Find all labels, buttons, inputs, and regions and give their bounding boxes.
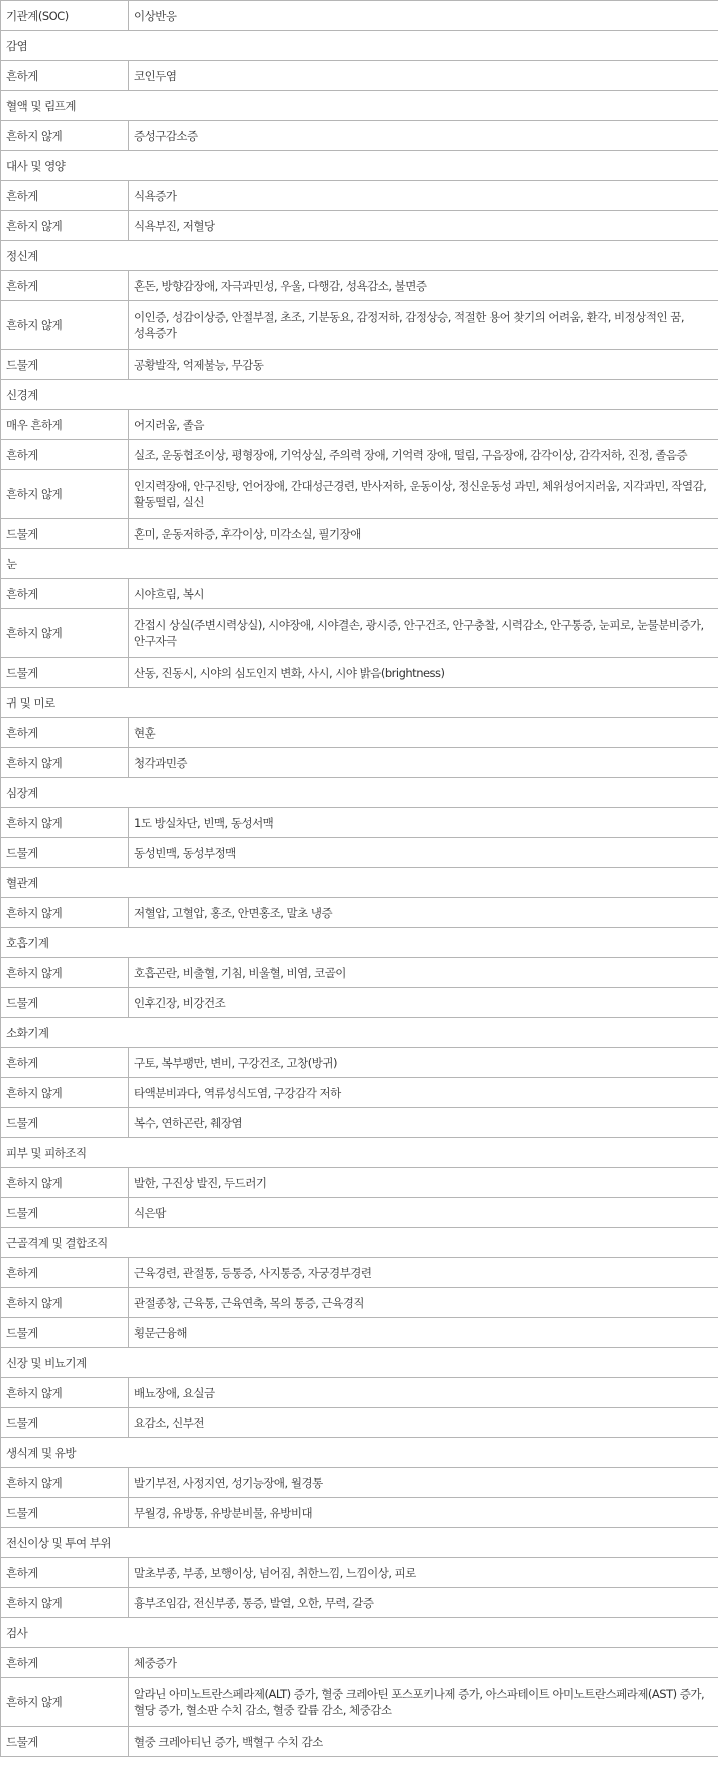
adverse-effects-cell: 체중증가 [129, 1648, 718, 1678]
table-row [1, 958, 718, 988]
table-row [1, 808, 718, 838]
adverse-effects-cell: 발한, 구진상 발진, 두드러기 [129, 1168, 718, 1198]
adverse-effects-cell: 배뇨장애, 요실금 [129, 1378, 718, 1408]
table-row [1, 1078, 718, 1108]
adverse-effects-cell: 말초부종, 부종, 보행이상, 넘어짐, 취한느낌, 느낌이상, 피로 [129, 1558, 718, 1588]
section-title: 감염 [1, 31, 718, 61]
adverse-effects-cell: 인후긴장, 비강건조 [129, 988, 718, 1018]
frequency-cell: 흔하게 [1, 1048, 129, 1078]
adverse-effects-cell: 횡문근융해 [129, 1318, 718, 1348]
table-row [1, 1198, 718, 1228]
adverse-effects-cell: 청각과민증 [129, 748, 718, 778]
adverse-effects-cell: 복수, 연하곤란, 췌장염 [129, 1108, 718, 1138]
frequency-cell: 흔하지 않게 [1, 748, 129, 778]
adverse-effects-cell: 요감소, 신부전 [129, 1408, 718, 1438]
table-row [1, 1498, 718, 1528]
table-row [1, 838, 718, 868]
table-row [1, 1048, 718, 1078]
frequency-cell: 드물게 [1, 1318, 129, 1348]
adverse-effects-cell: 근육경련, 관절통, 등통증, 사지통증, 자궁경부경련 [129, 1258, 718, 1288]
section-title: 전신이상 및 투여 부위 [1, 1528, 718, 1558]
section-title: 신장 및 비뇨기계 [1, 1348, 718, 1378]
section-row [1, 31, 718, 61]
table-row [1, 121, 718, 151]
section-title: 심장계 [1, 778, 718, 808]
table-row [1, 1678, 718, 1727]
frequency-cell: 흔하지 않게 [1, 1588, 129, 1618]
adverse-effects-cell: 코인두염 [129, 61, 718, 91]
section-row [1, 1618, 718, 1648]
section-row [1, 549, 718, 579]
section-row [1, 380, 718, 410]
adverse-effects-cell: 현훈 [129, 718, 718, 748]
frequency-cell: 드물게 [1, 350, 129, 380]
frequency-cell: 흔하지 않게 [1, 1168, 129, 1198]
section-row [1, 1228, 718, 1258]
table-row [1, 1378, 718, 1408]
table-row [1, 61, 718, 91]
table-row [1, 1258, 718, 1288]
adverse-effects-cell: 관절종창, 근육통, 근육연축, 목의 통증, 근육경직 [129, 1288, 718, 1318]
section-title: 혈관계 [1, 868, 718, 898]
frequency-cell: 흔하지 않게 [1, 1378, 129, 1408]
section-row [1, 241, 718, 271]
frequency-cell: 흔하게 [1, 1648, 129, 1678]
table-row [1, 1168, 718, 1198]
frequency-cell: 드물게 [1, 519, 129, 549]
section-title: 혈액 및 림프계 [1, 91, 718, 121]
table-row [1, 748, 718, 778]
table-row [1, 609, 718, 658]
reaction-header-cell: 이상반응 [129, 1, 718, 31]
adverse-effects-cell: 1도 방실차단, 빈맥, 동성서맥 [129, 808, 718, 838]
frequency-cell: 흔하지 않게 [1, 808, 129, 838]
section-row [1, 91, 718, 121]
adverse-effects-cell: 혈중 크레아티닌 증가, 백혈구 수치 감소 [129, 1727, 718, 1757]
frequency-cell: 드물게 [1, 838, 129, 868]
frequency-cell: 드물게 [1, 1198, 129, 1228]
section-title: 대사 및 영양 [1, 151, 718, 181]
adverse-effects-cell: 혼미, 운동저하증, 후각이상, 미각소실, 필기장애 [129, 519, 718, 549]
frequency-cell: 흔하지 않게 [1, 958, 129, 988]
table-row [1, 1648, 718, 1678]
table-row [1, 658, 718, 688]
table-row [1, 181, 718, 211]
frequency-cell: 흔하지 않게 [1, 301, 129, 350]
section-title: 정신계 [1, 241, 718, 271]
frequency-cell: 흔하지 않게 [1, 609, 129, 658]
adverse-effects-cell: 식욕부진, 저혈당 [129, 211, 718, 241]
table-row [1, 301, 718, 350]
adverse-effects-cell: 식욕증가 [129, 181, 718, 211]
table-row [1, 211, 718, 241]
section-title: 귀 및 미로 [1, 688, 718, 718]
table-row [1, 519, 718, 549]
table-row [1, 1318, 718, 1348]
section-title: 소화기계 [1, 1018, 718, 1048]
table-row [1, 1727, 718, 1757]
frequency-cell: 흔하지 않게 [1, 1678, 129, 1727]
section-title: 검사 [1, 1618, 718, 1648]
table-row [1, 350, 718, 380]
section-row [1, 868, 718, 898]
adverse-effects-cell: 이인증, 성감이상증, 안절부절, 초조, 기분동요, 감정저하, 감정상승, 적절한 용어 찾기의 어려움, 환각, 비정상적인 꿈, 성욕증가 [129, 301, 718, 350]
table-row [1, 1288, 718, 1318]
section-row [1, 1018, 718, 1048]
section-title: 생식계 및 유방 [1, 1438, 718, 1468]
adverse-effects-cell: 동성빈맥, 동성부정맥 [129, 838, 718, 868]
frequency-cell: 드물게 [1, 1408, 129, 1438]
table-row [1, 440, 718, 470]
adverse-effects-cell: 저혈압, 고혈압, 홍조, 안면홍조, 말초 냉증 [129, 898, 718, 928]
section-row [1, 1348, 718, 1378]
frequency-cell: 흔하게 [1, 61, 129, 91]
adverse-effects-cell: 식은땀 [129, 1198, 718, 1228]
section-title: 피부 및 피하조직 [1, 1138, 718, 1168]
section-title: 신경계 [1, 380, 718, 410]
table-row [1, 988, 718, 1018]
table-row [1, 470, 718, 519]
frequency-cell: 흔하게 [1, 1258, 129, 1288]
adverse-effects-cell: 구토, 복부팽만, 변비, 구강건조, 고창(방귀) [129, 1048, 718, 1078]
frequency-cell: 흔하게 [1, 181, 129, 211]
adverse-effects-cell: 흉부조임감, 전신부종, 통증, 발열, 오한, 무력, 갈증 [129, 1588, 718, 1618]
adverse-effects-cell: 어지러움, 졸음 [129, 410, 718, 440]
section-row [1, 151, 718, 181]
adverse-effects-cell: 실조, 운동협조이상, 평형장애, 기억상실, 주의력 장애, 기억력 장애, 떨림, 구음장애, 감각이상, 감각저하, 진정, 졸음증 [129, 440, 718, 470]
table-row [1, 1588, 718, 1618]
frequency-cell: 흔하지 않게 [1, 470, 129, 519]
frequency-cell: 흔하게 [1, 271, 129, 301]
section-row [1, 1528, 718, 1558]
table-row [1, 1408, 718, 1438]
frequency-cell: 흔하지 않게 [1, 898, 129, 928]
frequency-cell: 흔하게 [1, 440, 129, 470]
frequency-cell: 흔하지 않게 [1, 1078, 129, 1108]
adverse-effects-cell: 알라닌 아미노트란스페라제(ALT) 증가, 혈중 크레아틴 포스포키나제 증가, 아스파테이트 아미노트란스페라제(AST) 증가, 혈당 증가, 혈소판 수치 감소, 혈중 칼륨 감소, 체중감소 [129, 1678, 718, 1727]
frequency-cell: 흔하지 않게 [1, 211, 129, 241]
adverse-effects-cell: 발기부전, 사정지연, 성기능장애, 월경통 [129, 1468, 718, 1498]
section-title: 눈 [1, 549, 718, 579]
section-row [1, 928, 718, 958]
frequency-cell: 흔하게 [1, 1558, 129, 1588]
adverse-effects-cell: 간접시 상실(주변시력상실), 시야장애, 시야결손, 광시증, 안구건조, 안구충찰, 시력감소, 안구통증, 눈피로, 눈물분비증가, 안구자극 [129, 609, 718, 658]
frequency-cell: 드물게 [1, 1498, 129, 1528]
frequency-cell: 흔하게 [1, 718, 129, 748]
frequency-cell: 드물게 [1, 1727, 129, 1757]
adverse-effects-cell: 타액분비과다, 역류성식도염, 구강감각 저하 [129, 1078, 718, 1108]
section-row [1, 688, 718, 718]
frequency-cell: 흔하지 않게 [1, 1468, 129, 1498]
table-row [1, 271, 718, 301]
adverse-effects-cell: 산동, 진동시, 시야의 심도인지 변화, 사시, 시야 밝음(brightness) [129, 658, 718, 688]
table-row [1, 1558, 718, 1588]
table-row [1, 1108, 718, 1138]
adverse-effects-cell: 인지력장애, 안구진탕, 언어장애, 간대성근경련, 반사저하, 운동이상, 정신운동성 과민, 체위성어지러움, 지각과민, 작열감, 활동떨림, 실신 [129, 470, 718, 519]
section-row [1, 1138, 718, 1168]
table-row [1, 1468, 718, 1498]
section-title: 근골격계 및 결합조직 [1, 1228, 718, 1258]
table-row [1, 579, 718, 609]
frequency-cell: 흔하게 [1, 579, 129, 609]
adverse-effects-cell: 호흡곤란, 비출혈, 기침, 비울혈, 비염, 코골이 [129, 958, 718, 988]
table-row [1, 410, 718, 440]
section-title: 호흡기계 [1, 928, 718, 958]
frequency-cell: 드물게 [1, 658, 129, 688]
table-header-row [1, 1, 718, 31]
adverse-effects-cell: 공황발작, 억제불능, 무감동 [129, 350, 718, 380]
table-row [1, 718, 718, 748]
frequency-cell: 드물게 [1, 988, 129, 1018]
table-row [1, 898, 718, 928]
adverse-effects-cell: 무월경, 유방통, 유방분비물, 유방비대 [129, 1498, 718, 1528]
frequency-cell: 흔하지 않게 [1, 121, 129, 151]
soc-header-cell: 기관계(SOC) [1, 1, 129, 31]
adverse-effects-cell: 혼돈, 방향감장애, 자극과민성, 우울, 다행감, 성욕감소, 불면증 [129, 271, 718, 301]
frequency-cell: 매우 흔하게 [1, 410, 129, 440]
section-row [1, 1438, 718, 1468]
frequency-cell: 흔하지 않게 [1, 1288, 129, 1318]
adverse-effects-cell: 증성구감소증 [129, 121, 718, 151]
frequency-cell: 드물게 [1, 1108, 129, 1138]
section-row [1, 778, 718, 808]
adverse-effects-cell: 시야흐림, 복시 [129, 579, 718, 609]
